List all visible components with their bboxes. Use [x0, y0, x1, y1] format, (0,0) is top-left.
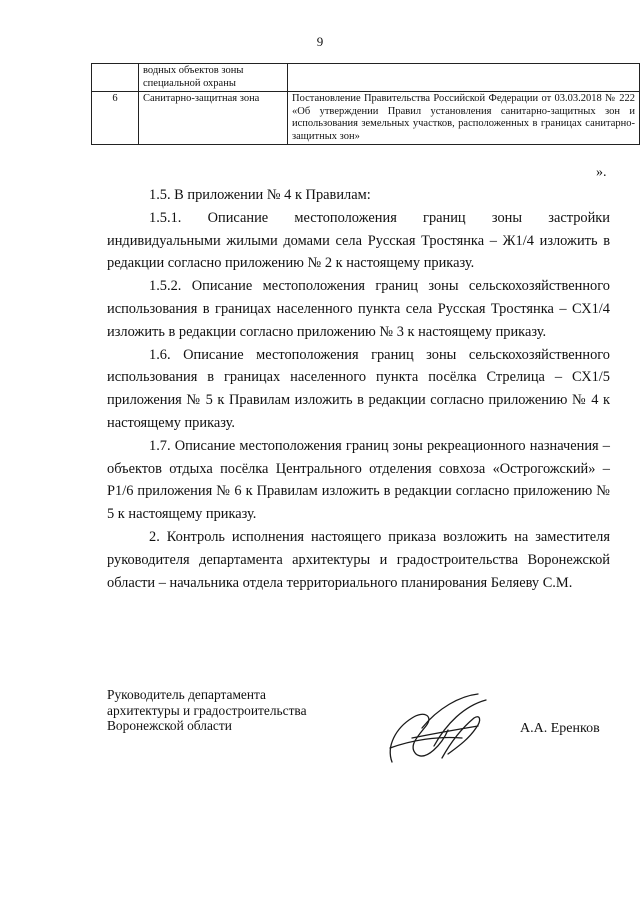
row-number-cell: 6 — [92, 92, 139, 145]
signatory-title-line: архитектуры и градостроительства — [107, 702, 307, 718]
handwritten-signature — [382, 688, 494, 772]
paragraph-1-7: 1.7. Описание местоположения границ зоны рекреационного назначения – объектов отдыха посёлка Центрального отделения совхоза «Острогожский» – Р1/6 приложения № 6 к Правилам изложить в редакции согласно приложению № 5 к настоящему приказу. — [107, 437, 610, 523]
paragraph-1-5: 1.5. В приложении № 4 к Правилам: — [149, 187, 371, 203]
closing-quote: ». — [596, 165, 607, 180]
table-row — [92, 92, 640, 145]
signer-name: А.А. Еренков — [520, 721, 600, 736]
regulation-cell — [288, 64, 640, 92]
zones-table — [91, 63, 640, 145]
signatory-title — [107, 687, 307, 734]
regulation-cell: Постановление Правительства Российской Федерации от 03.03.2018 № 222 «Об утверждении Правил установления санитарно-защитных зон и использования земельных участков, расположенных в границах санитарно-защитных зон» — [288, 92, 640, 145]
signatory-title-line: Воронежской области — [107, 718, 232, 733]
paragraph-2: 2. Контроль исполнения настоящего приказа возложить на заместителя руководителя департамента архитектуры и градостроительства Воронежской области – начальника отдела территориального планирования Беляеву С.М. — [107, 528, 610, 591]
signatory-title-line: Руководитель департамента — [107, 687, 266, 702]
paragraph-1-6: 1.6. Описание местоположения границ зоны сельскохозяйственного использования в границах населенного пункта посёлка Стрелица – СХ1/5 приложения № 5 к Правилам изложить в редакции согласно приложению № 4 к настоящему приказу. — [107, 346, 610, 431]
order-body — [107, 184, 610, 594]
paragraph-1-5-1: 1.5.1. Описание местоположения границ зоны застройки индивидуальными жилыми домами села Русская Тростянка – Ж1/4 изложить в редакции согласно приложению № 2 к настоящему приказу. — [107, 209, 610, 272]
zone-name-cell: Санитарно-защитная зона — [139, 92, 288, 145]
table-row — [92, 64, 640, 92]
row-number-cell — [92, 64, 139, 92]
page-number: 9 — [316, 34, 324, 49]
zone-name-cell: водных объектов зоны специальной охраны — [139, 64, 288, 92]
paragraph-1-5-2: 1.5.2. Описание местоположения границ зоны сельскохозяйственного использования в границах населенного пункта села Русская Тростянка – СХ1/4 изложить в редакции согласно приложению № 3 к настоящему приказу. — [107, 278, 610, 340]
